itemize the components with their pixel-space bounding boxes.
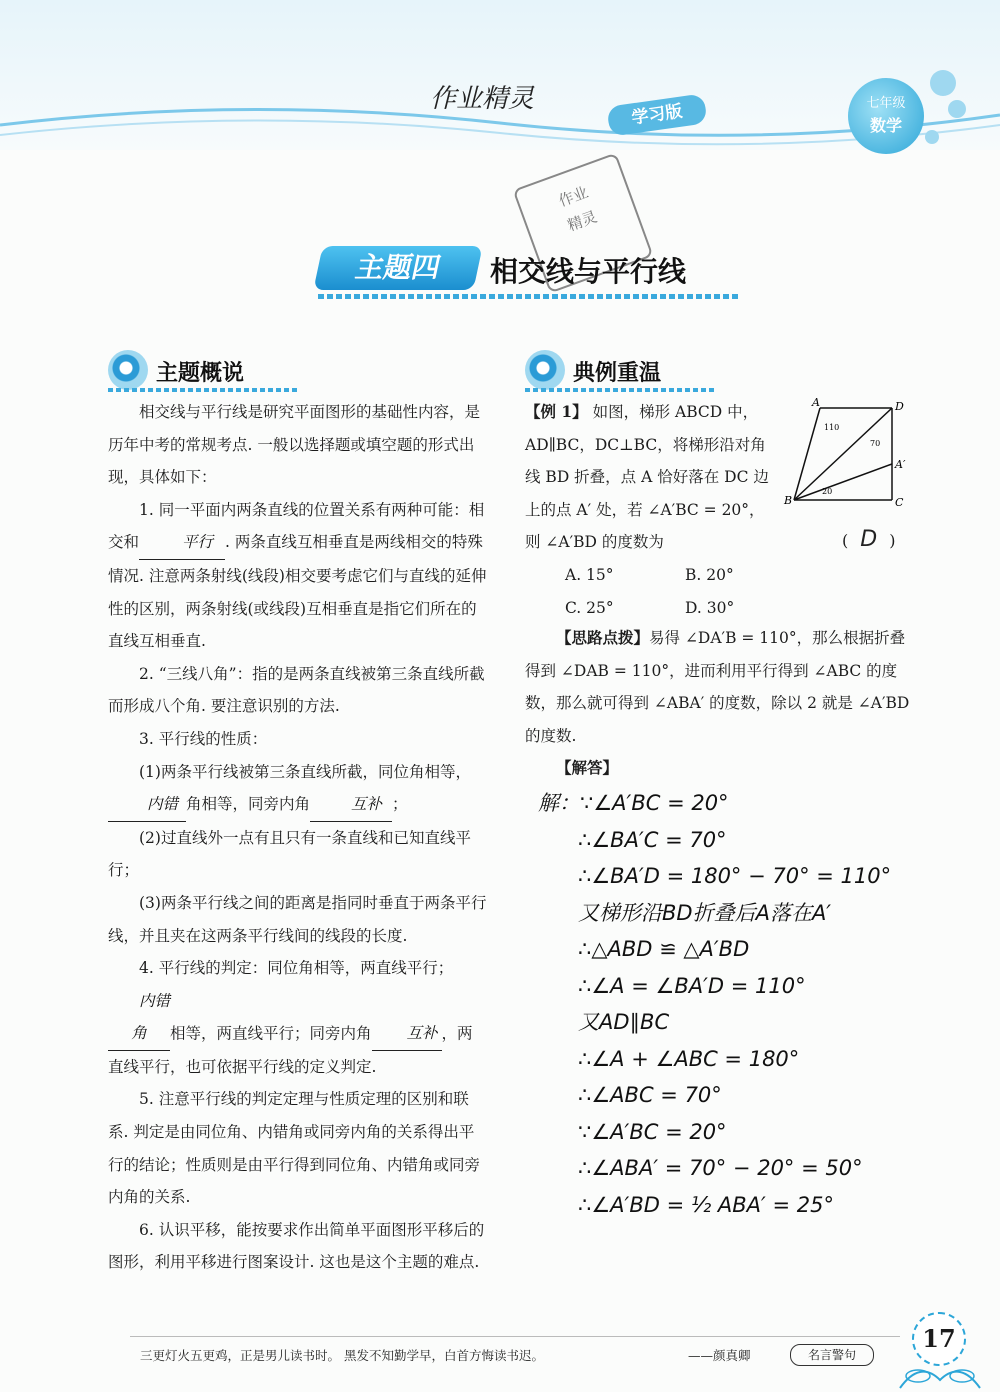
- section-icon: [108, 350, 148, 390]
- angle-label: 70: [870, 439, 881, 448]
- option-c: C. 25°: [565, 598, 614, 617]
- hint-paragraph: [525, 622, 910, 752]
- stamp-line: 精灵: [565, 207, 600, 235]
- solution-line: ∴△ABD ≌ △A′BD: [578, 937, 750, 961]
- bracket-open: (: [842, 531, 849, 550]
- label-a-prime: A′: [895, 458, 906, 471]
- label-b: B: [784, 494, 793, 507]
- hint-label: 【思路点拨】: [556, 628, 650, 647]
- angle-label: 110: [824, 423, 840, 432]
- example-text: [525, 396, 775, 559]
- option-b: B. 20°: [685, 566, 734, 584]
- point-3-2: (2)过直线外一点有且只有一条直线和已知直线平行；: [108, 828, 471, 880]
- text: 4. 平行线的判定：同位角相等，两直线平行；: [139, 959, 454, 978]
- page-number: 17: [912, 1312, 966, 1366]
- answer-blank: 内错角: [108, 985, 170, 1051]
- label-c: C: [895, 496, 904, 509]
- answer-bracket: [842, 527, 895, 552]
- point-3-3: (3)两条平行线之间的距离是指同时垂直于两条平行线，并且夹在这两条平行线间的线段的长度.: [108, 893, 487, 945]
- bracket-close: ): [889, 531, 896, 550]
- solution-line: 解：∵∠A′BC = 20°: [538, 791, 729, 815]
- footer-divider: [130, 1336, 900, 1337]
- answer-blank: 平行: [139, 526, 225, 560]
- section-icon: [525, 350, 565, 390]
- section-underline: [108, 388, 298, 392]
- footer-quote: 三更灯火五更鸡，正是男儿读书时。 黑发不知勤学早，白首方悔读书迟。: [140, 1348, 544, 1363]
- hint-text: 易得 ∠DA′B = 110°，那么根据折叠得到 ∠DAB = 110°，进而利用平行得到 ∠ABC 的度数，那么就可得到 ∠ABA′ 的度数，除以 2 就是 ∠A′BD 的度数.: [525, 629, 910, 745]
- bubble-decoration: [948, 100, 966, 118]
- text: . 两条直线互相垂直是两线相交的特殊情况. 注意两条射线(线段)相交要考虑它们与直线的延伸性的区别，两条射线(或线段)互相垂直是指它们所在的直线互相垂直.: [108, 533, 487, 651]
- point-1: [108, 494, 488, 658]
- solution-line: ∴∠A + ∠ABC = 180°: [578, 1046, 800, 1071]
- solution-line: 又AD∥BC: [578, 1010, 670, 1034]
- hint: [525, 622, 910, 785]
- solution-line: ∴∠BA′D = 180° − 70° = 110°: [578, 864, 892, 888]
- point-3: 3. 平行线的性质：: [139, 729, 268, 748]
- solution-line: ∵∠A′BC = 20°: [578, 1119, 727, 1144]
- label-a: A: [812, 396, 820, 409]
- answer-blank: 互补: [310, 788, 392, 822]
- example-label: 【例 1】: [525, 402, 588, 421]
- point-5: 5. 注意平行线的判定定理与性质定理的区别和联系. 判定是由同位角、内错角或同旁内角的关系得出平行的结论；性质则是由平行得到同位角、内错角或同旁内角的关系.: [108, 1090, 481, 1207]
- answer-label: 【解答】: [556, 758, 619, 778]
- grade-label: 七年级: [866, 96, 906, 111]
- edition-badge: 学习版: [606, 93, 707, 136]
- handwritten-solution: [538, 785, 891, 1223]
- solution-line: ∴∠BA′C = 70°: [578, 827, 727, 852]
- point-3-1: [108, 756, 488, 822]
- leaf-decoration-icon: [890, 1350, 990, 1390]
- bubble-decoration: [930, 70, 956, 96]
- point-2: 2. “三线八角”：指的是两条直线被第三条直线所截而形成八个角. 要注意识别的方法.: [108, 664, 485, 716]
- section-heading-overview: [108, 350, 308, 390]
- text: 1. 同一平面内两条直线的位置关系有两种可能：相交和: [108, 500, 485, 552]
- option-a: A. 15°: [565, 566, 614, 584]
- footer-tag: 名言警句: [790, 1344, 874, 1366]
- trapezoid-figure: [782, 396, 912, 516]
- stamp-line: 作业: [556, 183, 591, 211]
- angle-label: 20: [822, 487, 833, 496]
- options: [565, 559, 925, 624]
- solution-line: ∴∠ABC = 70°: [578, 1083, 722, 1107]
- topic-tag: 主题四: [313, 246, 482, 290]
- topic-title: 相交线与平行线: [490, 255, 687, 288]
- text: (1)两条平行线被第三条直线所截，同位角相等，: [139, 762, 471, 781]
- intro-paragraph: 相交线与平行线是研究平面图形的基础性内容，是历年中考的常规考点. 一般以选择题或填空题的形式出现，具体如下：: [108, 403, 481, 487]
- section-heading-text: 主题概说: [156, 361, 245, 386]
- subject-label: 数学: [869, 116, 902, 135]
- section-heading-text: 典例重温: [573, 361, 662, 386]
- solution-line: ∴∠A′BD = ½ ABA′ = 25°: [578, 1192, 834, 1217]
- label-d: D: [895, 400, 904, 413]
- solution-line: ∴∠A = ∠BA′D = 110°: [578, 973, 806, 998]
- example-question: 如图，梯形 ABCD 中，AD∥BC，DC⊥BC，将梯形沿对角线 BD 折叠，点 A 恰好落在 DC 边上的点 A′ 处，若 ∠A′BC = 20°，则 ∠A′BD 的度数为: [525, 403, 769, 552]
- footer-author: ——颜真卿: [688, 1348, 751, 1363]
- option-d: D. 30°: [685, 598, 735, 617]
- point-6: 6. 认识平移，能按要求作出简单平面图形平移后的图形，利用平移进行图案设计. 这也是这个主题的难点.: [108, 1220, 485, 1272]
- topic-header: [318, 238, 738, 296]
- handwritten-choice: D: [860, 527, 878, 552]
- answer-blank: 互补: [372, 1017, 442, 1051]
- section-underline: [525, 388, 715, 392]
- solution-line: ∴∠ABA′ = 70° − 20° = 50°: [578, 1156, 863, 1180]
- text: ，两直线平行，也可依据平行线的定义判定.: [108, 1024, 473, 1076]
- section-heading-examples: [525, 350, 725, 390]
- handwritten-title: 作业精灵: [430, 84, 535, 114]
- text: ；: [392, 795, 408, 814]
- grade-subject-badge: [848, 78, 924, 154]
- overview-column: [108, 396, 488, 1279]
- bubble-decoration: [925, 130, 939, 144]
- text: 角相等，同旁内角: [186, 795, 311, 814]
- solution-line: 又梯形沿BD折叠后A落在A′: [578, 900, 832, 925]
- topic-underline: [318, 294, 738, 299]
- point-4: [108, 952, 488, 1083]
- text: 相等，两直线平行；同旁内角: [170, 1024, 372, 1043]
- example-paragraph: [525, 396, 775, 559]
- answer-blank: 内错: [108, 788, 186, 822]
